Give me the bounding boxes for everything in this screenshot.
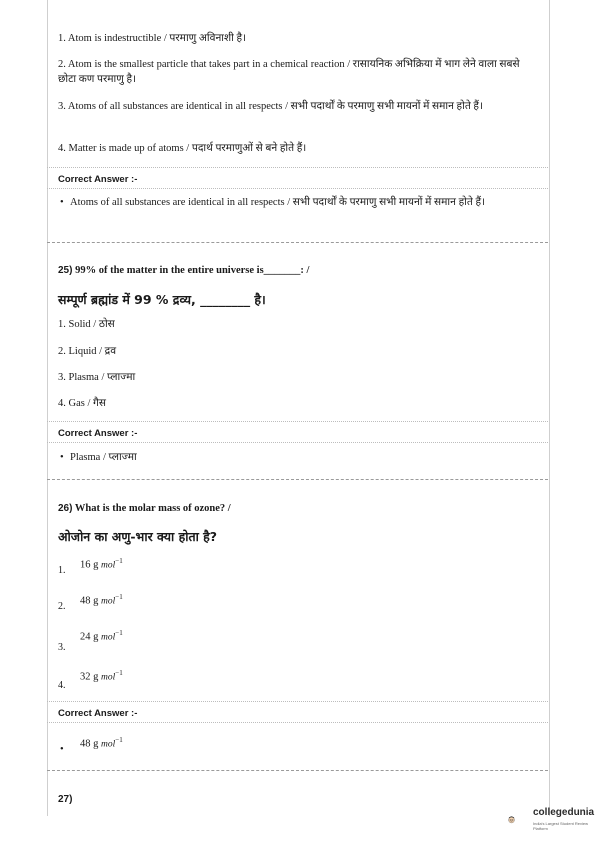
question-26 — [58, 503, 231, 514]
q26-option-4-value — [80, 669, 123, 683]
q26-option-1-value — [80, 557, 123, 571]
question-separator — [47, 479, 548, 480]
collegedunia-logo-icon — [508, 805, 532, 835]
bullet-icon: • — [60, 744, 64, 755]
question-number: 25) — [58, 265, 73, 276]
divider — [47, 442, 548, 443]
q26-option-2-value — [80, 593, 123, 607]
q25-option-2: 2. Liquid / द्रव — [58, 346, 117, 357]
exponent-text: −1 — [115, 629, 123, 637]
correct-answer — [60, 450, 530, 465]
q25-option-1: 1. Solid / ठोस — [58, 319, 115, 330]
value-text: 32 g — [80, 671, 99, 683]
q25-option-4: 4. Gas / गैस — [58, 398, 107, 409]
divider — [47, 188, 548, 189]
brand-tagline: India's Largest Student Review Platform — [533, 821, 589, 831]
unit-text: mol — [101, 739, 116, 750]
unit-text: mol — [101, 672, 116, 683]
correct-answer-value — [80, 736, 123, 750]
q26-option-2-number: 2. — [58, 601, 66, 612]
value-text: 48 g — [80, 595, 99, 607]
prev-option-1: 1. Atom is indestructible / परमाणु अविनाशी है। — [58, 33, 247, 44]
unit-text: mol — [101, 596, 116, 607]
exponent-text: −1 — [115, 736, 123, 744]
exponent-text: −1 — [115, 593, 123, 601]
question-text: What is the molar mass of ozone? / — [74, 503, 231, 514]
q26-option-4-number: 4. — [58, 680, 66, 691]
question-25-hindi: सम्पूर्ण ब्रह्मांड में 99 % द्रव्य, ________ है। — [58, 292, 266, 307]
correct-answer-text: Atoms of all substances are identical in all respects / सभी पदार्थों के परमाणु सभी मायनों में समान होते हैं। — [70, 197, 486, 208]
correct-answer-label: Correct Answer :- — [58, 708, 138, 719]
unit-text: mol — [101, 632, 116, 643]
divider — [47, 167, 548, 168]
unit-text: mol — [101, 560, 116, 571]
exponent-text: −1 — [115, 557, 123, 565]
divider — [47, 701, 548, 702]
divider — [47, 421, 548, 422]
question-25 — [58, 265, 309, 276]
q25-option-3: 3. Plasma / प्लाज्मा — [58, 372, 136, 383]
exponent-text: −1 — [115, 669, 123, 677]
q26-option-3-number: 3. — [58, 642, 66, 653]
question-26-hindi: ओजोन का अणु-भार क्या होता है? — [58, 529, 218, 544]
question-separator — [47, 770, 548, 771]
bullet-icon: • — [60, 197, 64, 208]
bullet-icon: • — [60, 452, 64, 463]
correct-answer-bullet — [60, 739, 530, 757]
q26-option-3-value — [80, 629, 123, 643]
question-text: 99% of the matter in the entire universe is_______: / — [75, 265, 310, 276]
question-separator — [47, 242, 548, 243]
correct-answer-text: Plasma / प्लाज्मा — [70, 452, 137, 463]
correct-answer — [60, 195, 530, 210]
prev-option-2: 2. Atom is the smallest particle that takes part in a chemical reaction / रासायनिक अभिक्रिया में भाग लेने वाला सबसे छोटा कण परमाणु है। — [58, 59, 520, 85]
prev-option-3: 3. Atoms of all substances are identical in all respects / सभी पदार्थों के परमाणु सभी मायनों में समान होते हैं। — [58, 101, 483, 112]
value-text: 48 g — [80, 738, 99, 750]
question-number: 26) — [58, 503, 73, 514]
prev-option-4: 4. Matter is made up of atoms / पदार्थ परमाणुओं से बने होते हैं। — [58, 143, 307, 154]
value-text: 16 g — [80, 559, 99, 571]
q26-option-1-number: 1. — [58, 565, 66, 576]
divider — [47, 722, 548, 723]
correct-answer-label: Correct Answer :- — [58, 428, 138, 439]
value-text: 24 g — [80, 631, 99, 643]
question-27 — [58, 794, 72, 805]
correct-answer-label: Correct Answer :- — [58, 174, 138, 185]
question-number: 27) — [58, 794, 73, 805]
brand-name: collegedunia — [533, 807, 595, 818]
